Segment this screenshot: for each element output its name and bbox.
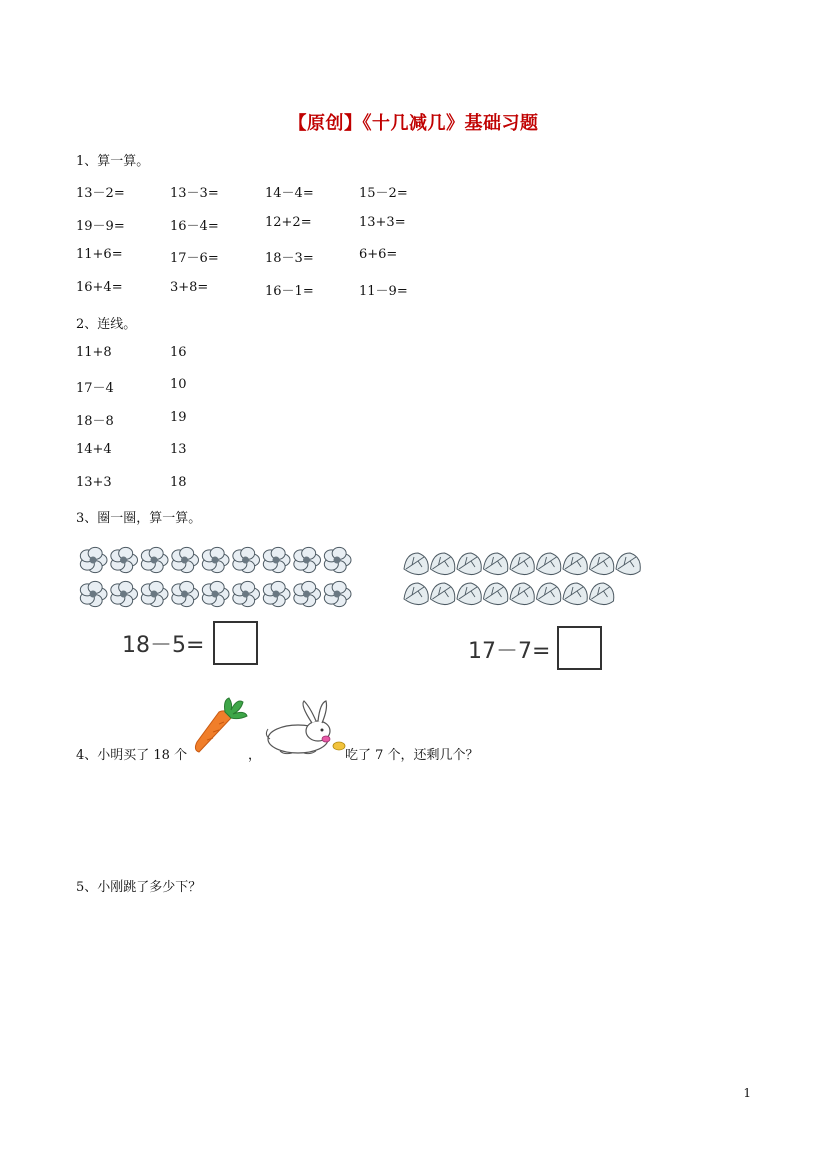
leaf-icon <box>404 553 428 575</box>
flower-icon <box>263 547 290 572</box>
q1-item: 15－2= <box>359 186 408 201</box>
leaf-icon <box>484 553 508 575</box>
q1-item: 13－2= <box>76 186 125 201</box>
flower-icon <box>202 581 229 606</box>
q1-item: 16－1= <box>265 284 314 299</box>
q5-heading: 5、小刚跳了多少下？ <box>76 880 202 895</box>
q2-left-item: 11+8 <box>76 345 112 360</box>
q2-right-item: 13 <box>170 442 187 457</box>
q1-item: 16+4= <box>76 280 123 295</box>
flower-icon <box>111 547 138 572</box>
q2-left-item: 17－4 <box>76 381 114 396</box>
q2-left-item: 13+3 <box>76 475 112 490</box>
flower-icon <box>324 581 351 606</box>
flower-icon <box>80 547 107 572</box>
page-number: 1 <box>743 1086 751 1100</box>
flower-icon <box>294 581 321 606</box>
leaf-icon <box>563 553 587 575</box>
flower-icon <box>172 547 199 572</box>
flower-group-icon <box>78 544 360 616</box>
leaf-icon <box>590 553 614 575</box>
leaf-icon <box>510 583 534 605</box>
q1-item: 11－9= <box>359 284 408 299</box>
page-title: 【原创】《十几减几》基础习题 <box>288 113 539 134</box>
q1-item: 14－4= <box>265 186 314 201</box>
answer-box-2[interactable] <box>557 626 602 670</box>
flower-icon <box>111 581 138 606</box>
q1-item: 17－6= <box>170 251 219 266</box>
q1-heading: 1、算一算。 <box>76 154 150 169</box>
flower-icon <box>324 547 351 572</box>
rabbit-icon <box>260 699 346 761</box>
q3-equation-2: 17－7= <box>468 639 551 664</box>
flower-icon <box>80 581 107 606</box>
q2-heading: 2、连线。 <box>76 317 137 332</box>
leaf-group-icon <box>403 548 645 616</box>
leaf-icon <box>457 583 481 605</box>
leaf-icon <box>537 583 561 605</box>
q4-comma: ， <box>248 748 262 763</box>
q1-item: 11+6= <box>76 247 123 262</box>
flower-icon <box>141 581 168 606</box>
q1-item: 12+2= <box>265 215 312 230</box>
q2-right-item: 18 <box>170 475 187 490</box>
q1-item: 18－3= <box>265 251 314 266</box>
flower-icon <box>233 547 260 572</box>
q3-heading: 3、圈一圈，算一算。 <box>76 511 202 526</box>
leaf-icon <box>537 553 561 575</box>
q1-item: 19－9= <box>76 219 125 234</box>
leaf-icon <box>616 553 640 575</box>
flower-icon <box>263 581 290 606</box>
leaf-icon <box>510 553 534 575</box>
leaf-icon <box>484 583 508 605</box>
q4-prefix: 4、小明买了 18 个 <box>76 748 188 763</box>
leaf-icon <box>563 583 587 605</box>
q1-item: 13+3= <box>359 215 406 230</box>
flower-icon <box>233 581 260 606</box>
q2-right-item: 10 <box>170 377 187 392</box>
q1-item: 13－3= <box>170 186 219 201</box>
q3-equation-1: 18－5= <box>122 633 205 658</box>
leaf-icon <box>590 583 614 605</box>
q1-item: 16－4= <box>170 219 219 234</box>
q2-left-item: 14+4 <box>76 442 112 457</box>
q1-item: 6+6= <box>359 247 398 262</box>
flower-icon <box>172 581 199 606</box>
q2-right-item: 16 <box>170 345 187 360</box>
carrot-icon <box>193 694 249 758</box>
answer-box-1[interactable] <box>213 621 258 665</box>
flower-icon <box>294 547 321 572</box>
q4-suffix: 吃了 7 个，还剩几个？ <box>345 748 479 763</box>
flower-icon <box>141 547 168 572</box>
leaf-icon <box>431 553 455 575</box>
q1-item: 3+8= <box>170 280 209 295</box>
flower-icon <box>202 547 229 572</box>
leaf-icon <box>457 553 481 575</box>
q2-left-item: 18－8 <box>76 414 114 429</box>
q2-right-item: 19 <box>170 410 187 425</box>
leaf-icon <box>404 583 428 605</box>
leaf-icon <box>431 583 455 605</box>
